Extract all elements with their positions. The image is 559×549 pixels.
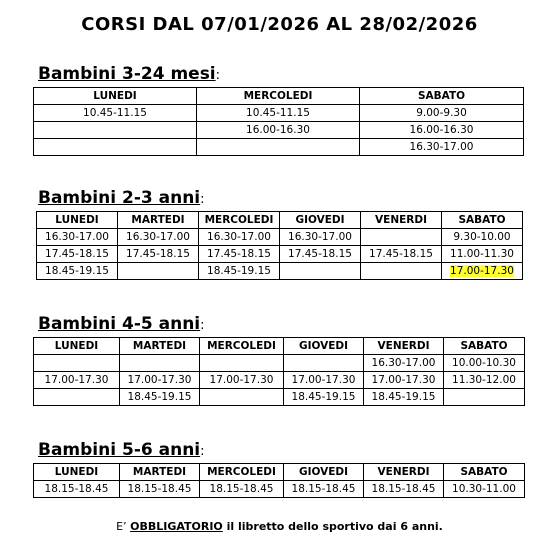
highlight-mark: 17.00-17.30: [450, 265, 514, 277]
table-cell: 18.45-19.15: [284, 389, 364, 406]
col-header: GIOVEDI: [280, 212, 361, 229]
schedule-table-2-3-anni: [36, 211, 523, 280]
table-cell: 11.00-11.30: [442, 246, 523, 263]
section-title-5-6-anni: Bambini 5-6 anni:: [38, 440, 205, 460]
table-cell: 17.45-18.15: [361, 246, 442, 263]
col-header: MARTEDI: [120, 464, 200, 481]
table-row: [34, 481, 525, 498]
col-header: VENERDI: [364, 338, 444, 355]
table-cell: 9.30-10.00: [442, 229, 523, 246]
table-cell: 10.30-11.00: [444, 481, 525, 498]
section-title-4-5-anni: Bambini 4-5 anni:: [38, 314, 205, 334]
col-header: GIOVEDI: [284, 338, 364, 355]
table-row: [34, 122, 524, 139]
table-row: [37, 246, 523, 263]
table-row: [37, 229, 523, 246]
col-header: VENERDI: [364, 464, 444, 481]
table-cell: 18.15-18.45: [34, 481, 120, 498]
table-cell: 17.45-18.15: [199, 246, 280, 263]
table-row: [34, 372, 525, 389]
table-header-row: [34, 88, 524, 105]
col-header: LUNEDI: [34, 464, 120, 481]
table-cell: 17.00-17.30: [34, 372, 120, 389]
section-title-text: Bambini 5-6 anni: [38, 440, 201, 460]
table-cell: 16.30-17.00: [118, 229, 199, 246]
schedule-table-5-6-anni: [33, 463, 525, 498]
table-cell: 11.30-12.00: [444, 372, 525, 389]
table-cell: 17.45-18.15: [37, 246, 118, 263]
col-header: MERCOLEDI: [199, 212, 280, 229]
table-cell: [197, 139, 360, 156]
table-cell: [280, 263, 361, 280]
page-title: CORSI DAL 07/01/2026 AL 28/02/2026: [81, 14, 478, 35]
table-cell: [444, 389, 525, 406]
table-cell: 9.00-9.30: [360, 105, 524, 122]
col-header: LUNEDI: [34, 88, 197, 105]
table-header-row: [37, 212, 523, 229]
table-cell-highlighted: [442, 263, 523, 280]
table-row: [34, 389, 525, 406]
table-cell: 18.15-18.45: [364, 481, 444, 498]
table-header-row: [34, 338, 525, 355]
table-cell: 18.45-19.15: [37, 263, 118, 280]
table-cell: 18.45-19.15: [120, 389, 200, 406]
table-cell: [34, 389, 120, 406]
table-cell: [284, 355, 364, 372]
table-cell: [118, 263, 199, 280]
col-header: VENERDI: [361, 212, 442, 229]
table-cell: 18.15-18.45: [120, 481, 200, 498]
section-title-text: Bambini 4-5 anni: [38, 314, 201, 334]
col-header: LUNEDI: [37, 212, 118, 229]
table-cell: [361, 229, 442, 246]
footer-note: [0, 520, 559, 533]
table-cell: 16.30-17.00: [364, 355, 444, 372]
table-cell: 17.00-17.30: [120, 372, 200, 389]
table-cell: 10.45-11.15: [34, 105, 197, 122]
table-row: [34, 355, 525, 372]
col-header: LUNEDI: [34, 338, 120, 355]
col-header: MARTEDI: [120, 338, 200, 355]
col-header: SABATO: [444, 338, 525, 355]
table-cell: [200, 389, 284, 406]
footer-prefix: E’: [116, 520, 131, 533]
section-title-3-24-mesi: Bambini 3-24 mesi:: [38, 64, 221, 84]
table-cell: 16.30-17.00: [37, 229, 118, 246]
table-cell: [361, 263, 442, 280]
table-cell: 18.45-19.15: [199, 263, 280, 280]
table-cell: [34, 139, 197, 156]
table-row: [34, 105, 524, 122]
table-row: [37, 263, 523, 280]
section-title-text: Bambini 3-24 mesi: [38, 64, 216, 84]
col-header: MERCOLEDI: [200, 338, 284, 355]
col-header: MARTEDI: [118, 212, 199, 229]
table-cell: [34, 122, 197, 139]
table-cell: 16.00-16.30: [360, 122, 524, 139]
table-cell: 17.00-17.30: [284, 372, 364, 389]
section-title-text: Bambini 2-3 anni: [38, 188, 201, 208]
footer-rest: il libretto dello sportivo dai 6 anni.: [222, 520, 443, 533]
table-cell: 18.15-18.45: [284, 481, 364, 498]
table-cell: [200, 355, 284, 372]
col-header: SABATO: [360, 88, 524, 105]
table-cell: [120, 355, 200, 372]
section-title-2-3-anni: Bambini 2-3 anni:: [38, 188, 205, 208]
table-cell: 16.30-17.00: [280, 229, 361, 246]
table-cell: [34, 355, 120, 372]
table-cell: 10.00-10.30: [444, 355, 525, 372]
col-header: MERCOLEDI: [200, 464, 284, 481]
table-cell: 16.30-17.00: [199, 229, 280, 246]
table-cell: 17.45-18.15: [280, 246, 361, 263]
table-cell: 17.45-18.15: [118, 246, 199, 263]
table-cell: 16.30-17.00: [360, 139, 524, 156]
col-header: SABATO: [442, 212, 523, 229]
col-header: MERCOLEDI: [197, 88, 360, 105]
schedule-table-4-5-anni: [33, 337, 525, 406]
table-cell: 18.45-19.15: [364, 389, 444, 406]
table-row: [34, 139, 524, 156]
col-header: SABATO: [444, 464, 525, 481]
table-cell: 10.45-11.15: [197, 105, 360, 122]
table-cell: 18.15-18.45: [200, 481, 284, 498]
schedule-table-3-24-mesi: [33, 87, 524, 156]
table-cell: 17.00-17.30: [200, 372, 284, 389]
table-cell: 17.00-17.30: [364, 372, 444, 389]
table-header-row: [34, 464, 525, 481]
col-header: GIOVEDI: [284, 464, 364, 481]
table-cell: 16.00-16.30: [197, 122, 360, 139]
footer-obbligatorio: OBBLIGATORIO: [130, 520, 223, 533]
